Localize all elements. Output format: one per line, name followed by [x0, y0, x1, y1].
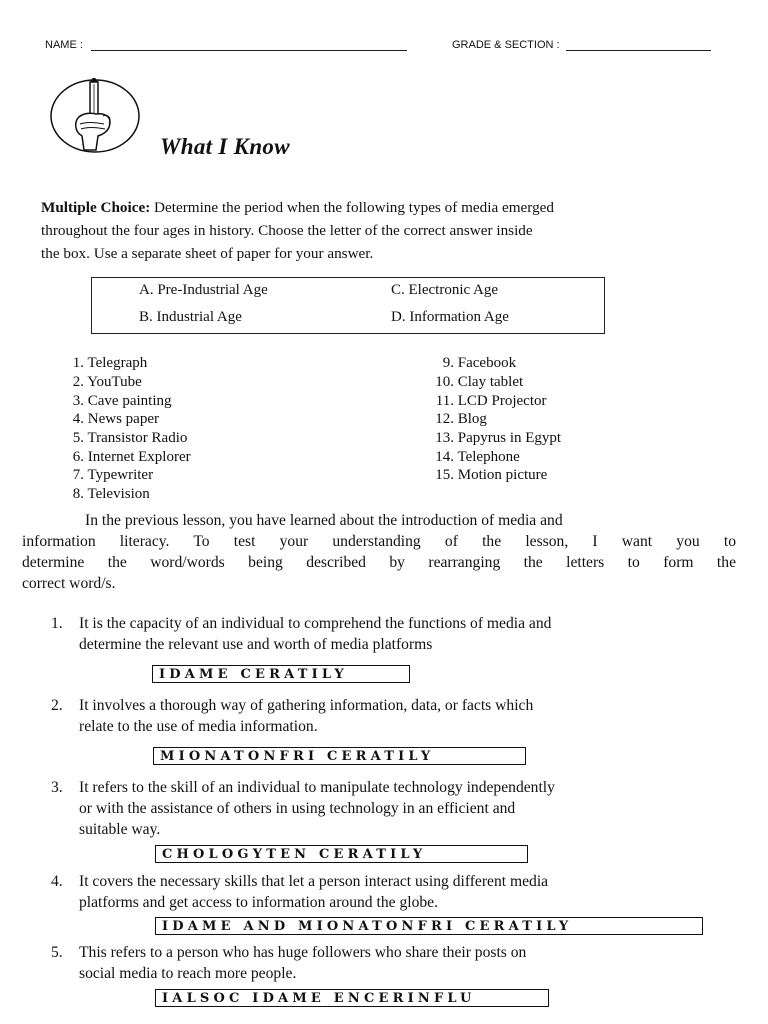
choice-b: B. Industrial Age: [139, 309, 242, 325]
scrambled-word-box: MIONATONFRI CERATILY: [153, 747, 526, 765]
question-4: 4. It covers the necessary skills that let a person interact using different media platforms and get access to information around the globe.: [51, 873, 549, 911]
scrambled-word-box: IDAME AND MIONATONFRI CERATILY: [155, 917, 703, 935]
scrambled-word-box: IALSOC IDAME ENCERINFLU: [155, 989, 549, 1007]
scrambled-word-box: IDAME CERATILY: [152, 665, 410, 683]
list-item: 9. Facebook: [442, 355, 517, 371]
list-item: 11. LCD Projector: [435, 393, 547, 409]
intro-line4: correct word/s.: [22, 575, 116, 592]
instructions-line1: Determine the period when the following types of media emerged: [150, 199, 555, 216]
list-item: 8. Television: [72, 486, 150, 502]
choice-c: C. Electronic Age: [391, 282, 499, 298]
instructions-line2: throughout the four ages in history. Choose the letter of the correct answer inside: [41, 222, 533, 239]
question-2: 2. It involves a thorough way of gathering information, data, or facts which relate to the use of media information.: [51, 697, 534, 735]
list-item: 4. News paper: [72, 411, 159, 427]
name-label: NAME :: [45, 39, 83, 51]
intro-paragraph: [22, 510, 736, 594]
list-item: 2. YouTube: [72, 374, 142, 390]
list-item: 5. Transistor Radio: [72, 430, 188, 446]
list-item: 12. Blog: [435, 411, 487, 427]
list-item: 10. Clay tablet: [435, 374, 524, 390]
grade-section-blank[interactable]: [566, 50, 711, 51]
choice-a: A. Pre-Industrial Age: [139, 282, 268, 298]
section-title: What I Know: [160, 134, 290, 159]
choice-d: D. Information Age: [391, 309, 509, 325]
scrambled-word-box: CHOLOGYTEN CERATILY: [155, 845, 528, 863]
intro-line3: determine the word/words being described by rearranging the letters to form the: [22, 554, 736, 571]
intro-line2: information literacy. To test your understanding of the lesson, I want you to: [22, 533, 736, 550]
list-item: 6. Internet Explorer: [72, 449, 191, 465]
question-5: 5. This refers to a person who has huge followers who share their posts on social media to reach more people.: [51, 944, 527, 982]
list-item: 3. Cave painting: [72, 393, 172, 409]
question-1: 1. It is the capacity of an individual to comprehend the functions of media and determine the relevant use and worth of media platforms: [51, 615, 552, 653]
grade-section-label: GRADE & SECTION :: [452, 39, 560, 51]
instructions-lead: Multiple Choice:: [41, 199, 151, 216]
answer-choices-box: [91, 277, 605, 334]
list-item: 7. Typewriter: [72, 467, 154, 483]
instructions-line3: the box. Use a separate sheet of paper for your answer.: [41, 245, 374, 262]
name-blank[interactable]: [91, 50, 407, 51]
instructions: [41, 196, 731, 265]
hand-holding-pencil-icon: [48, 78, 144, 158]
list-item: 13. Papyrus in Egypt: [435, 430, 562, 446]
question-3: 3. It refers to the skill of an individual to manipulate technology independently or with the assistance of others in using technology in an efficient and suitable way.: [51, 779, 555, 838]
intro-line1: In the previous lesson, you have learned about the introduction of media and: [85, 512, 563, 529]
list-item: 14. Telephone: [435, 449, 520, 465]
list-item: 15. Motion picture: [435, 467, 548, 483]
list-item: 1. Telegraph: [72, 355, 148, 371]
